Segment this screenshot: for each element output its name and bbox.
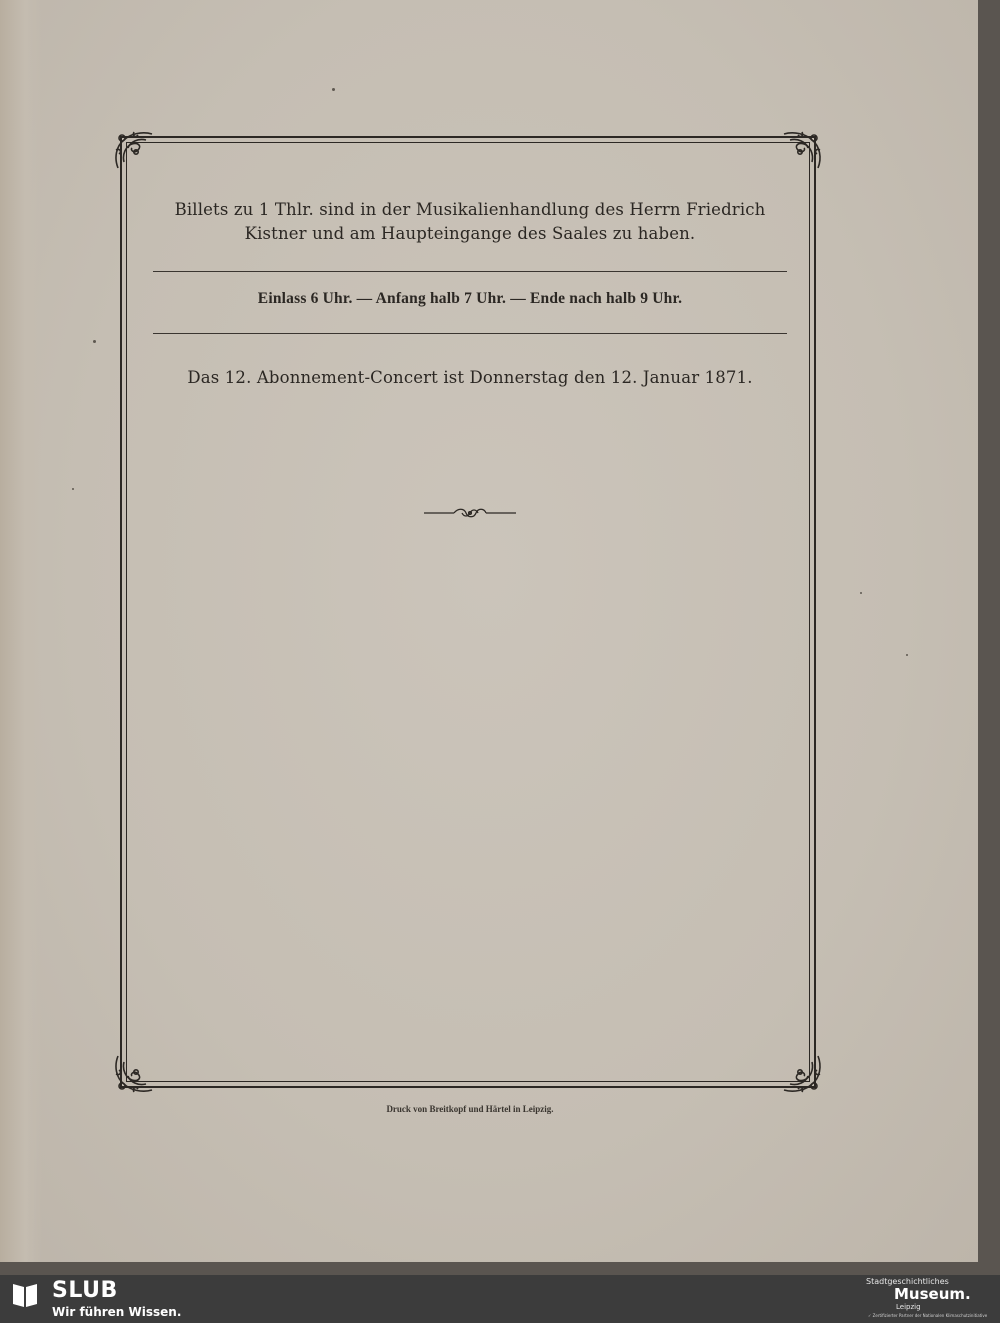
paper-speck xyxy=(332,88,335,91)
next-concert-notice: Das 12. Abonnement-Concert ist Donnerstag den 12. Januar 1871. xyxy=(187,368,753,387)
paper-speck xyxy=(72,488,74,490)
scroll-ornament-icon xyxy=(112,1052,156,1096)
ornamental-border xyxy=(112,128,824,1096)
scroll-ornament-icon xyxy=(112,128,156,172)
ticket-info xyxy=(140,198,800,246)
ticket-info-line-1: Billets zu 1 Thlr. sind in der Musikalienhandlung des Herrn Friedrich xyxy=(174,200,766,219)
ticket-info-line-2: Kistner und am Haupteingange des Saales zu haben. xyxy=(244,224,696,243)
border-inner-rule xyxy=(126,142,810,1082)
printer-imprint: Druck von Breitkopf und Härtel in Leipzig. xyxy=(386,1104,554,1114)
library-name[interactable]: SLUB xyxy=(52,1278,118,1303)
divider-rule xyxy=(153,333,787,334)
scroll-ornament-icon xyxy=(780,1052,824,1096)
museum-name[interactable]: Museum. xyxy=(894,1285,971,1303)
scroll-ornament-icon xyxy=(780,128,824,172)
flourish-ornament-icon xyxy=(424,505,516,521)
slub-book-icon[interactable] xyxy=(10,1280,40,1310)
museum-prefix: Stadtgeschichtliches xyxy=(866,1277,949,1286)
paper-speck xyxy=(93,340,96,343)
page-fold-shadow xyxy=(0,0,42,1262)
library-tagline: Wir führen Wissen. xyxy=(52,1305,182,1319)
museum-city: Leipzig xyxy=(896,1303,921,1311)
paper-speck xyxy=(906,654,908,656)
divider-rule xyxy=(153,271,787,272)
schedule-line: Einlass 6 Uhr. — Anfang halb 7 Uhr. — Ende nach halb 9 Uhr. xyxy=(257,290,683,307)
museum-certification: ✓ Zertifizierter Partner der Nationalen Klimaschutzinitiative xyxy=(868,1313,988,1318)
paper-speck xyxy=(860,592,862,594)
